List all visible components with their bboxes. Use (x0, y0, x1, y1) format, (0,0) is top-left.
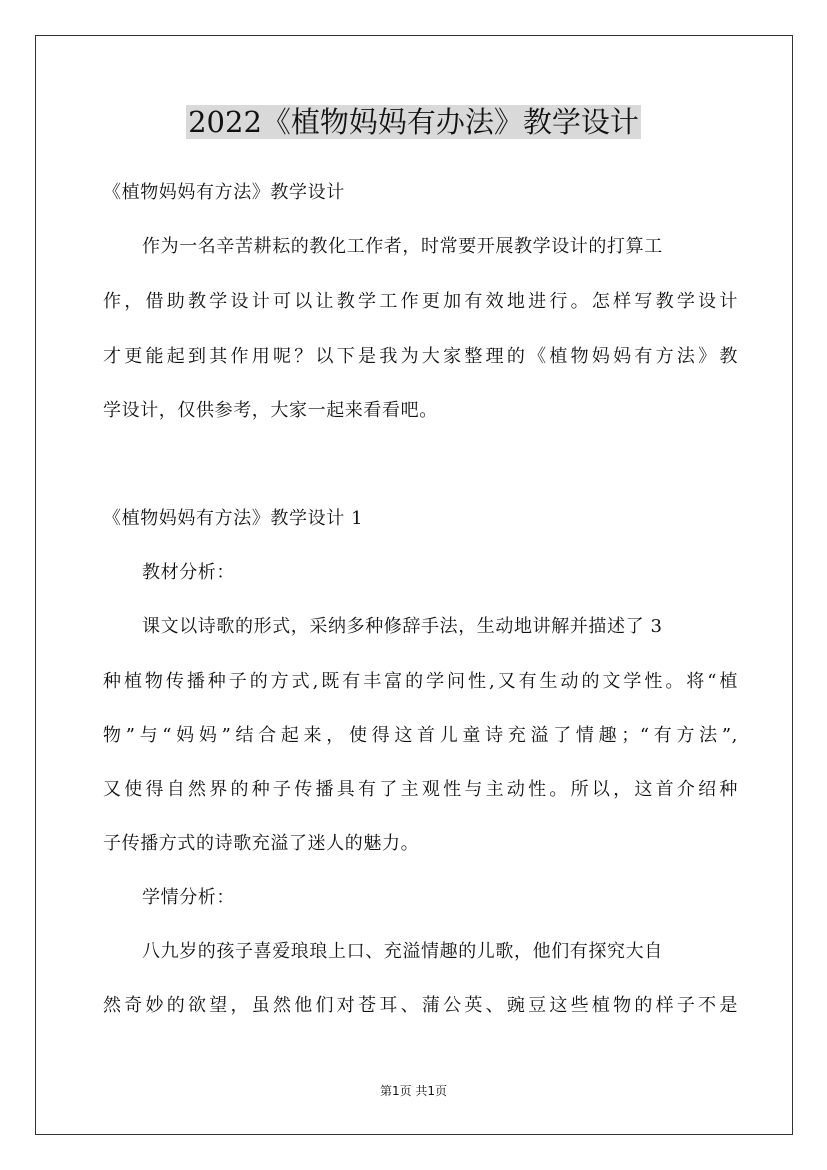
students-line-2: 然奇妙的欲望，虽然他们对苍耳、蒲公英、豌豆这些植物的样子不是 (103, 995, 738, 1016)
intro-line-3: 才更能起到其作用呢？以下是我为大家整理的《植物妈妈有方法》教 (103, 346, 738, 367)
intro-line-2: 作，借助教学设计可以让教学工作更加有效地进行。怎样写教学设计 (103, 291, 738, 312)
material-line-5: 子传播方式的诗歌充溢了迷人的魅力。 (103, 833, 420, 854)
section-1-title: 《植物妈妈有方法》教学设计 1 (103, 508, 364, 529)
material-line-3: 物”与“妈妈”结合起来，使得这首儿童诗充溢了情趣；“有方法”, (103, 725, 738, 746)
material-line-2: 种植物传播种子的方式,既有丰富的学问性,又有生动的文学性。将“植 (103, 671, 738, 692)
material-line-1: 课文以诗歌的形式，采纳多种修辞手法，生动地讲解并描述了 3 (142, 616, 663, 637)
intro-line-4: 学设计，仅供参考，大家一起来看看吧。 (103, 400, 438, 421)
intro-line-1: 作为一名辛苦耕耘的教化工作者，时常要开展教学设计的打算工 (142, 236, 663, 257)
students-line-1: 八九岁的孩子喜爱琅琅上口、充溢情趣的儿歌，他们有探究大自 (142, 941, 663, 962)
material-line-4: 又使得自然界的种子传播具有了主观性与主动性。所以，这首介绍种 (103, 779, 738, 800)
document-title-text: 2022《植物妈妈有办法》教学设计 (188, 105, 639, 139)
heading-material-analysis: 教材分析： (142, 562, 235, 583)
subtitle: 《植物妈妈有方法》教学设计 (103, 182, 345, 203)
heading-student-analysis: 学情分析： (142, 887, 235, 908)
document-title (0, 100, 827, 144)
page-footer: 第1页 共1页 (379, 1084, 448, 1098)
